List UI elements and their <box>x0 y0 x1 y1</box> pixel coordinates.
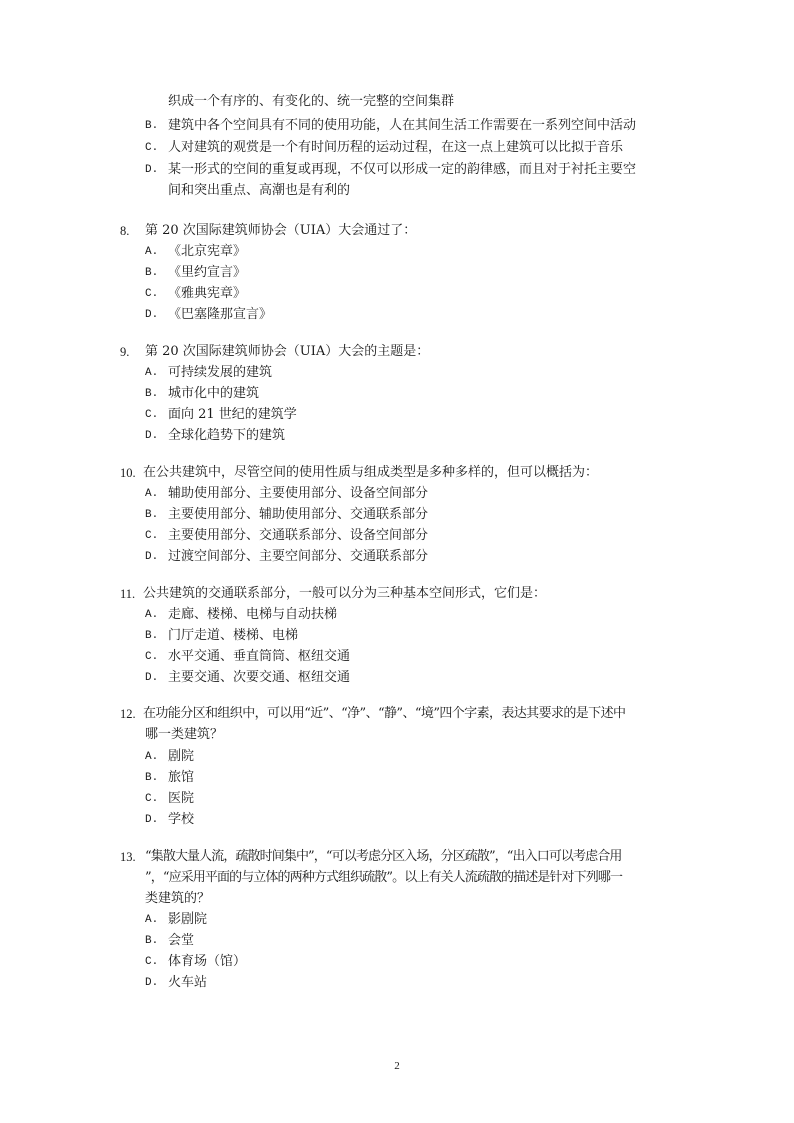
question-10 <box>0 463 794 483</box>
option-letter: A. <box>145 246 159 258</box>
option-text: 可持续发展的建筑 <box>168 365 273 380</box>
question-12 <box>0 704 794 724</box>
option-item <box>0 384 794 404</box>
option-text: 体育场（馆） <box>168 954 247 969</box>
option-letter: C. <box>145 288 159 300</box>
option-letter: A. <box>145 609 159 621</box>
option-item <box>0 626 794 646</box>
question-11 <box>0 584 794 604</box>
option-item <box>0 484 794 504</box>
option-text: 旅馆 <box>168 770 195 785</box>
option-text: 主要使用部分、交通联系部分、设备空间部分 <box>168 528 429 543</box>
option-letter: D. <box>145 309 159 321</box>
option-letter: C. <box>145 409 159 421</box>
option-text: 某一形式的空间的重复或再现，不仅可以形成一定的韵律感，而且对于衬托主要空 <box>168 162 637 177</box>
option-item <box>0 768 794 788</box>
option-text: 人对建筑的观赏是一个有时间历程的运动过程，在这一点上建筑可以比拟于音乐 <box>168 140 624 155</box>
option-text: 全球化趋势下的建筑 <box>168 428 286 443</box>
option-item <box>0 284 794 304</box>
option-letter: B. <box>145 509 159 521</box>
option-item <box>0 668 794 688</box>
option-item <box>0 305 794 325</box>
question-text-continued: 类建筑的？ <box>145 891 211 906</box>
question-text: 公共建筑的交通联系部分，一般可以分为三种基本空间形式，它们是： <box>143 586 547 601</box>
option-text: 《雅典宪章》 <box>168 286 247 301</box>
option-item <box>0 647 794 667</box>
option-letter: B. <box>145 772 159 784</box>
option-letter: D. <box>145 672 159 684</box>
option-item <box>0 789 794 809</box>
option-letter: A. <box>145 751 159 763</box>
option-letter: B. <box>145 630 159 642</box>
option-item <box>0 160 794 180</box>
option-text: 面向 21 世纪的建筑学 <box>168 407 297 422</box>
option-letter: C. <box>145 142 159 154</box>
option-letter: A. <box>145 488 159 500</box>
option-text: 走廊、楼梯、电梯与自动扶梯 <box>168 607 338 622</box>
option-text: 学校 <box>168 812 195 827</box>
option-letter: B. <box>145 120 159 132</box>
question-8 <box>0 221 794 241</box>
option-item <box>0 810 794 830</box>
option-item <box>0 973 794 993</box>
option-letter: D. <box>145 551 159 563</box>
question-number: 10. <box>120 466 136 480</box>
option-text: 《北京宪章》 <box>168 244 247 259</box>
option-item <box>0 952 794 972</box>
option-item <box>0 363 794 383</box>
question-text: 在公共建筑中，尽管空间的使用性质与组成类型是多种多样的，但可以概括为： <box>143 465 599 480</box>
option-item <box>0 426 794 446</box>
option-letter: C. <box>145 793 159 805</box>
question-number: 12. <box>120 707 136 721</box>
option-item <box>0 747 794 767</box>
question-text: 在功能分区和组织中，可以用“近”、“净”、“静”、“境”四个字素，表达其要求的是下述中 <box>143 706 626 721</box>
option-letter: C. <box>145 956 159 968</box>
option-letter: B. <box>145 267 159 279</box>
question-9 <box>0 342 794 362</box>
question-number: 11. <box>120 587 136 601</box>
option-text: 水平交通、垂直筒筒、枢纽交通 <box>168 649 351 664</box>
continuation-line: 织成一个有序的、有变化的、统一完整的空间集群 <box>168 94 455 109</box>
option-text: 主要交通、次要交通、枢纽交通 <box>168 670 351 685</box>
option-item <box>0 116 794 136</box>
option-text: 建筑中各个空间具有不同的使用功能，人在其间生活工作需要在一系列空间中活动 <box>168 118 637 133</box>
option-letter: D. <box>145 814 159 826</box>
question-text-continued: ”，“应采用平面的与立体的两种方式组织疏散”。以上有关人流疏散的描述是针对下列哪一 <box>145 870 623 885</box>
page-number: 2 <box>394 1060 400 1072</box>
option-text: 影剧院 <box>168 912 208 927</box>
option-letter: D. <box>145 164 159 176</box>
question-text: 第 20 次国际建筑师协会（UIA）大会通过了： <box>145 223 417 238</box>
question-text: 第 20 次国际建筑师协会（UIA）大会的主题是： <box>145 344 430 359</box>
option-letter: C. <box>145 530 159 542</box>
option-letter: B. <box>145 388 159 400</box>
question-13 <box>0 847 794 867</box>
option-item <box>0 547 794 567</box>
option-text: 主要使用部分、辅助使用部分、交通联系部分 <box>168 507 429 522</box>
option-text: 辅助使用部分、主要使用部分、设备空间部分 <box>168 486 429 501</box>
option-letter: D. <box>145 430 159 442</box>
option-text: 门厅走道、楼梯、电梯 <box>168 628 299 643</box>
option-item <box>0 263 794 283</box>
question-text: “集散大量人流，疏散时间集中”，“可以考虑分区入场，分区疏散”，“出入口可以考虑合用 <box>145 849 622 864</box>
option-item <box>0 505 794 525</box>
option-letter: A. <box>145 914 159 926</box>
option-text-continued: 间和突出重点、高潮也是有利的 <box>168 183 351 198</box>
question-text-continued: 哪一类建筑？ <box>145 727 224 742</box>
option-item <box>0 526 794 546</box>
option-letter: B. <box>145 935 159 947</box>
option-letter: D. <box>145 977 159 989</box>
question-number: 8. <box>120 224 130 238</box>
option-item <box>0 910 794 930</box>
option-item <box>0 405 794 425</box>
option-text: 《里约宣言》 <box>168 265 247 280</box>
option-letter: A. <box>145 367 159 379</box>
option-text: 会堂 <box>168 933 195 948</box>
option-text: 《巴塞隆那宣言》 <box>168 307 273 322</box>
question-number: 9. <box>120 345 130 359</box>
option-item <box>0 605 794 625</box>
option-text: 城市化中的建筑 <box>168 386 260 401</box>
option-text: 医院 <box>168 791 195 806</box>
option-item <box>0 931 794 951</box>
option-text: 过渡空间部分、主要空间部分、交通联系部分 <box>168 549 429 564</box>
question-number: 13. <box>120 850 136 864</box>
option-letter: C. <box>145 651 159 663</box>
option-text: 火车站 <box>168 975 208 990</box>
option-text: 剧院 <box>168 749 195 764</box>
option-item <box>0 138 794 158</box>
option-item <box>0 242 794 262</box>
